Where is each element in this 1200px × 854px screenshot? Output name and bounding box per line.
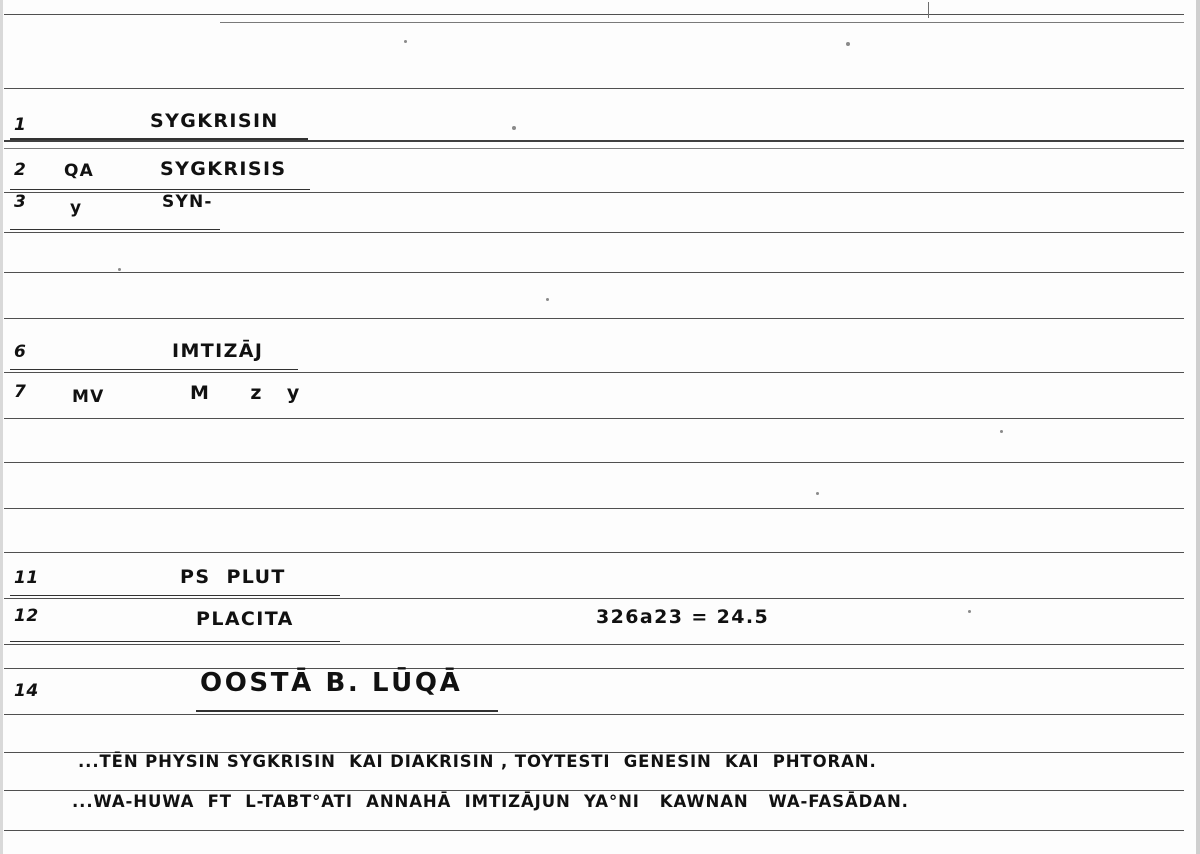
line-entry-text: M z y: [190, 382, 301, 404]
entry-underline: [10, 641, 340, 642]
line-number: 1: [14, 115, 27, 135]
line-number: 11: [14, 568, 39, 588]
rule-line: [4, 148, 1184, 149]
rule-line: [4, 418, 1184, 419]
entry-underline: [10, 595, 340, 596]
rule-line: [4, 830, 1184, 831]
rule-line: [4, 272, 1184, 273]
rule-line: [4, 508, 1184, 509]
rule-line: [4, 552, 1184, 553]
rule-line: [4, 88, 1184, 89]
footer-line-arabic: ...WA-HUWA FT L-TABT°ATI ANNAHĀ IMTIZĀJUN YA°NI KAWNAN WA-FASĀDAN.: [72, 792, 909, 811]
measure-note: 326a23 = 24.5: [596, 606, 770, 628]
line-number: 6: [14, 342, 27, 362]
rule-line: [4, 318, 1184, 319]
line-entry-text: SYGKRISIN: [150, 110, 279, 132]
rule-line: [4, 14, 1184, 15]
line-entry-text: PS PLUT: [180, 566, 286, 588]
line-prefix: QA: [64, 161, 95, 181]
scan-speck: [968, 610, 971, 613]
entry-underline: [10, 138, 308, 140]
page-right-edge: [1196, 0, 1200, 854]
scan-tick: [928, 2, 929, 18]
scan-speck: [512, 126, 516, 130]
entry-underline: [196, 710, 498, 712]
page-left-edge: [0, 0, 3, 854]
line-entry-text: IMTIZĀJ: [172, 340, 264, 362]
scan-speck: [816, 492, 819, 495]
rule-line: [4, 140, 1184, 142]
line-number: 7: [14, 382, 27, 402]
entry-underline: [10, 369, 298, 370]
scan-speck: [846, 42, 850, 46]
rule-line: [4, 232, 1184, 233]
rule-line: [220, 22, 1184, 23]
line-prefix: y: [70, 198, 83, 218]
entry-underline: [10, 229, 220, 230]
line-prefix: MV: [72, 387, 105, 407]
rule-line: [4, 668, 1184, 669]
rule-line: [4, 598, 1184, 599]
rule-line: [4, 462, 1184, 463]
scan-speck: [118, 268, 121, 271]
scan-speck: [404, 40, 407, 43]
scan-speck: [546, 298, 549, 301]
line-number: 12: [14, 606, 39, 626]
rule-line: [4, 644, 1184, 645]
rule-line: [4, 714, 1184, 715]
scan-speck: [1000, 430, 1003, 433]
line-number: 3: [14, 192, 27, 212]
line-entry-text: PLACITA: [196, 608, 294, 630]
line-number: 14: [14, 681, 39, 701]
entry-underline: [10, 189, 310, 190]
footer-line-greek: ...TĒN PHYSIN SYGKRISIN KAI DIAKRISIN , TOYTESTI GENESIN KAI PHTORAN.: [78, 752, 877, 771]
rule-line: [4, 790, 1184, 791]
line-entry-text: OOSTĀ B. LŪQĀ: [200, 668, 463, 698]
line-entry-text: SYGKRISIS: [160, 158, 287, 180]
line-entry-text: SYN-: [162, 192, 213, 212]
line-number: 2: [14, 160, 27, 180]
rule-line: [4, 372, 1184, 373]
